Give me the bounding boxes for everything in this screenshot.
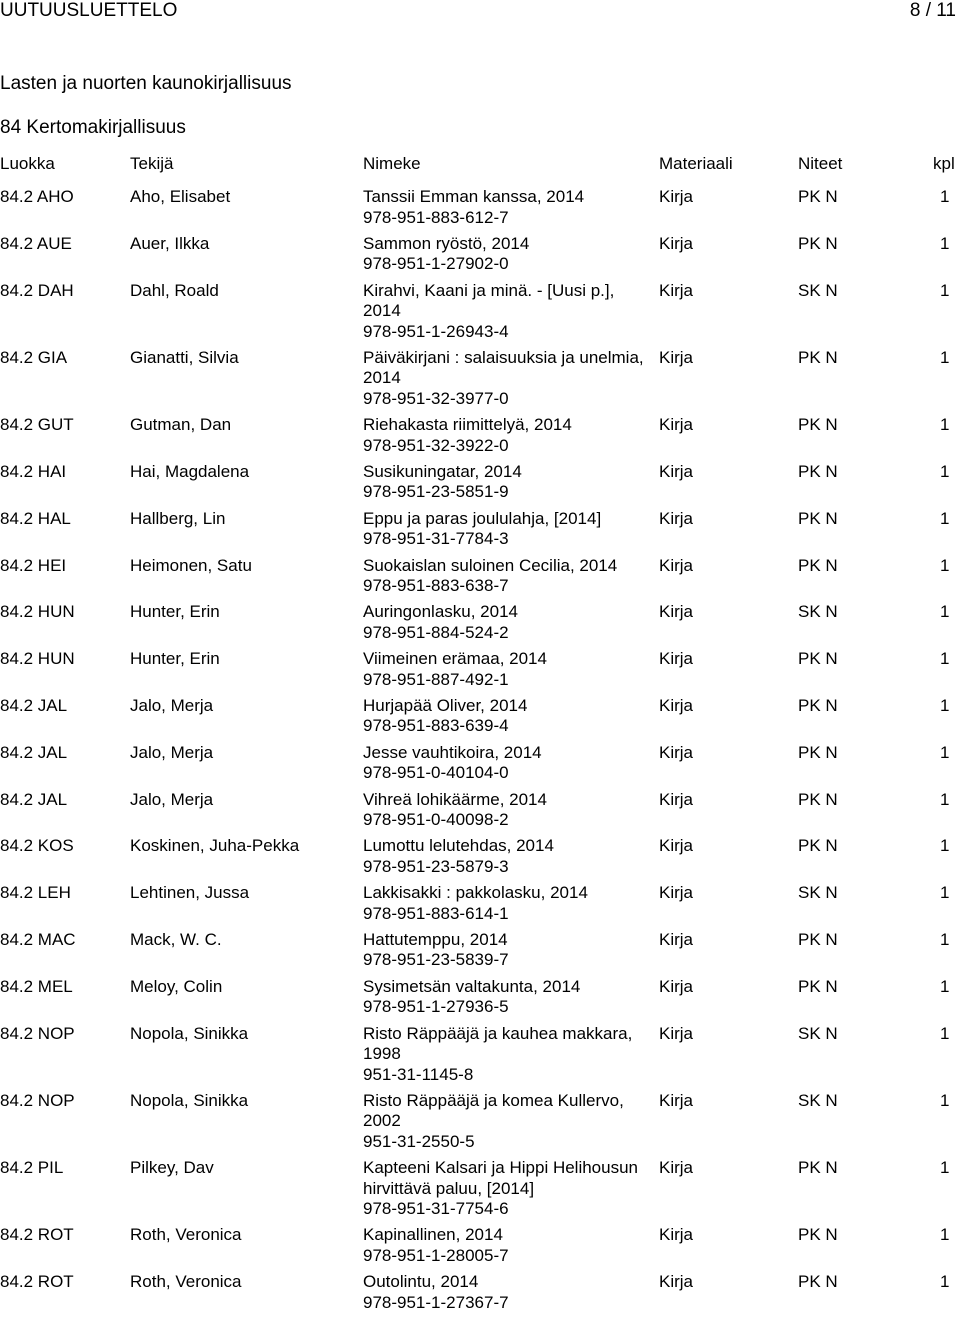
row-niteet: PK N <box>798 1158 838 1178</box>
row-luokka: 84.2 GIA <box>0 347 68 367</box>
row-tekija: Jalo, Merja <box>130 789 214 809</box>
row-isbn: 978-951-884-524-2 <box>363 622 509 642</box>
row-kpl: 1 <box>940 602 950 622</box>
row-luokka: 84.2 HUN <box>0 602 75 622</box>
row-niteet: PK N <box>798 347 838 367</box>
table-row <box>0 883 960 930</box>
row-isbn: 978-951-1-26943-4 <box>363 321 509 341</box>
row-nimeke: Hattutemppu, 2014 <box>363 929 508 949</box>
row-tekija: Lehtinen, Jussa <box>130 883 250 903</box>
row-isbn: 951-31-1145-8 <box>363 1064 474 1084</box>
row-nimeke-cell <box>363 187 655 228</box>
row-niteet: PK N <box>798 508 838 528</box>
row-luokka: 84.2 NOP <box>0 1023 75 1043</box>
row-isbn: 951-31-2550-5 <box>363 1131 475 1151</box>
row-kpl: 1 <box>940 555 950 575</box>
row-nimeke: Susikuningatar, 2014 <box>363 461 522 481</box>
row-tekija: Auer, Ilkka <box>130 233 210 253</box>
row-nimeke: Risto Räppääjä ja komea Kullervo, 2002 <box>363 1090 624 1131</box>
row-nimeke-cell <box>363 790 655 831</box>
row-kpl: 1 <box>940 347 950 367</box>
row-tekija: Jalo, Merja <box>130 742 214 762</box>
row-kpl: 1 <box>940 976 950 996</box>
row-isbn: 978-951-883-639-4 <box>363 716 509 736</box>
row-luokka: 84.2 JAL <box>0 695 68 715</box>
row-tekija: Nopola, Sinikka <box>130 1023 249 1043</box>
row-tekija: Gutman, Dan <box>130 415 232 435</box>
row-nimeke: Suokaislan suloinen Cecilia, 2014 <box>363 555 618 575</box>
row-isbn: 978-951-883-612-7 <box>363 207 509 227</box>
row-luokka: 84.2 HAL <box>0 508 71 528</box>
row-luokka: 84.2 HUN <box>0 649 75 669</box>
row-isbn: 978-951-23-5851-9 <box>363 482 509 502</box>
row-luokka: 84.2 HAI <box>0 461 67 481</box>
row-materiaali: Kirja <box>659 602 694 622</box>
row-luokka: 84.2 MEL <box>0 976 73 996</box>
row-nimeke-cell <box>363 509 655 550</box>
row-kpl: 1 <box>940 187 950 206</box>
row-materiaali: Kirja <box>659 1272 694 1292</box>
row-nimeke: Eppu ja paras joululahja, [2014] <box>363 508 602 528</box>
row-materiaali: Kirja <box>659 233 694 253</box>
row-nimeke-cell <box>363 883 655 924</box>
table-row <box>0 281 960 348</box>
row-materiaali: Kirja <box>659 1225 694 1245</box>
row-kpl: 1 <box>940 649 950 669</box>
table-row <box>0 790 960 837</box>
row-isbn: 978-951-23-5839-7 <box>363 950 509 970</box>
row-tekija: Roth, Veronica <box>130 1225 242 1245</box>
row-isbn: 978-951-31-7784-3 <box>363 529 509 549</box>
row-materiaali: Kirja <box>659 789 694 809</box>
row-nimeke-cell <box>363 1272 655 1313</box>
row-tekija: Nopola, Sinikka <box>130 1090 249 1110</box>
row-materiaali: Kirja <box>659 461 694 481</box>
row-nimeke-cell <box>363 836 655 877</box>
row-luokka: 84.2 JAL <box>0 789 68 809</box>
row-nimeke: Outolintu, 2014 <box>363 1272 479 1292</box>
table-row <box>0 977 960 1024</box>
row-niteet: PK N <box>798 789 838 809</box>
section-title: Lasten ja nuorten kaunokirjallisuus <box>0 73 292 94</box>
page-header <box>0 0 960 22</box>
row-kpl: 1 <box>940 836 950 856</box>
table-row <box>0 696 960 743</box>
row-nimeke: Tanssii Emman kanssa, 2014 <box>363 187 585 206</box>
row-tekija: Pilkey, Dav <box>130 1158 214 1178</box>
row-nimeke: Sammon ryöstö, 2014 <box>363 233 530 253</box>
column-header-niteet: Niteet <box>798 154 843 173</box>
row-nimeke: Viimeinen erämaa, 2014 <box>363 649 547 669</box>
row-luokka: 84.2 DAH <box>0 280 74 300</box>
row-kpl: 1 <box>940 883 950 903</box>
row-luokka: 84.2 ROT <box>0 1225 74 1245</box>
row-materiaali: Kirja <box>659 1158 694 1178</box>
row-tekija: Koskinen, Juha-Pekka <box>130 836 300 856</box>
row-nimeke-cell <box>363 1158 655 1220</box>
table-row <box>0 743 960 790</box>
row-materiaali: Kirja <box>659 508 694 528</box>
row-nimeke-cell <box>363 649 655 690</box>
row-nimeke-cell <box>363 556 655 597</box>
row-niteet: PK N <box>798 555 838 575</box>
row-nimeke-cell <box>363 977 655 1018</box>
table-row <box>0 556 960 603</box>
row-tekija: Hallberg, Lin <box>130 508 226 528</box>
table-row <box>0 836 960 883</box>
row-luokka: 84.2 JAL <box>0 742 68 762</box>
row-isbn: 978-951-883-638-7 <box>363 576 509 596</box>
page-number: 8 / 11 <box>909 0 956 21</box>
row-nimeke-cell <box>363 348 655 410</box>
table-row <box>0 187 960 234</box>
row-nimeke-cell <box>363 602 655 643</box>
row-luokka: 84.2 HEI <box>0 555 67 575</box>
row-niteet: SK N <box>798 280 838 300</box>
table-row <box>0 602 960 649</box>
row-materiaali: Kirja <box>659 976 694 996</box>
row-nimeke-cell <box>363 1225 655 1266</box>
row-luokka: 84.2 MAC <box>0 929 76 949</box>
row-tekija: Dahl, Roald <box>130 280 219 300</box>
row-luokka: 84.2 AHO <box>0 187 74 206</box>
row-tekija: Roth, Veronica <box>130 1272 242 1292</box>
row-nimeke-cell <box>363 281 655 343</box>
table-row <box>0 1158 960 1225</box>
row-kpl: 1 <box>940 508 950 528</box>
row-isbn: 978-951-31-7754-6 <box>363 1199 509 1219</box>
row-nimeke: Vihreä lohikäärme, 2014 <box>363 789 547 809</box>
row-materiaali: Kirja <box>659 649 694 669</box>
row-nimeke: Riehakasta riimittelyä, 2014 <box>363 415 572 435</box>
table-row <box>0 509 960 556</box>
row-luokka: 84.2 AUE <box>0 233 72 253</box>
row-materiaali: Kirja <box>659 280 694 300</box>
row-kpl: 1 <box>940 929 950 949</box>
table-row <box>0 1272 960 1319</box>
row-niteet: PK N <box>798 233 838 253</box>
row-materiaali: Kirja <box>659 883 694 903</box>
table-row <box>0 1225 960 1272</box>
row-luokka: 84.2 LEH <box>0 883 71 903</box>
row-kpl: 1 <box>940 415 950 435</box>
row-materiaali: Kirja <box>659 929 694 949</box>
row-nimeke-cell <box>363 696 655 737</box>
row-niteet: PK N <box>798 649 838 669</box>
row-tekija: Heimonen, Satu <box>130 555 252 575</box>
row-niteet: SK N <box>798 883 838 903</box>
row-materiaali: Kirja <box>659 555 694 575</box>
column-header-materiaali: Materiaali <box>659 154 733 173</box>
row-nimeke: Sysimetsän valtakunta, 2014 <box>363 976 581 996</box>
row-tekija: Hunter, Erin <box>130 602 220 622</box>
row-kpl: 1 <box>940 461 950 481</box>
row-niteet: PK N <box>798 742 838 762</box>
row-luokka: 84.2 NOP <box>0 1090 75 1110</box>
row-nimeke: Kapteeni Kalsari ja Hippi Helihousun hirvittävä paluu, [2014] <box>363 1158 638 1198</box>
row-niteet: SK N <box>798 602 838 622</box>
row-materiaali: Kirja <box>659 1023 694 1043</box>
document-title: UUTUUSLUETTELO <box>0 0 178 21</box>
table-row <box>0 348 960 415</box>
row-niteet: SK N <box>798 1090 838 1110</box>
table-row <box>0 1024 960 1091</box>
row-niteet: PK N <box>798 1272 838 1292</box>
table-row <box>0 415 960 462</box>
row-nimeke: Kirahvi, Kaani ja minä. - [Uusi p.], 2014 <box>363 280 615 321</box>
table-row <box>0 649 960 696</box>
row-isbn: 978-951-1-27936-5 <box>363 997 509 1017</box>
row-materiaali: Kirja <box>659 742 694 762</box>
row-kpl: 1 <box>940 1272 950 1292</box>
row-nimeke-cell <box>363 462 655 503</box>
column-header-luokka: Luokka <box>0 154 55 173</box>
row-kpl: 1 <box>940 695 950 715</box>
row-luokka: 84.2 ROT <box>0 1272 74 1292</box>
row-niteet: PK N <box>798 976 838 996</box>
row-kpl: 1 <box>940 742 950 762</box>
row-tekija: Mack, W. C. <box>130 929 222 949</box>
table-header <box>0 154 960 174</box>
row-isbn: 978-951-0-40098-2 <box>363 810 509 830</box>
row-nimeke: Auringonlasku, 2014 <box>363 602 519 622</box>
column-header-tekija: Tekijä <box>130 154 174 173</box>
row-niteet: PK N <box>798 695 838 715</box>
row-materiaali: Kirja <box>659 836 694 856</box>
row-isbn: 978-951-1-27902-0 <box>363 254 509 274</box>
catalog-list <box>0 187 960 1319</box>
row-isbn: 978-951-1-28005-7 <box>363 1245 509 1265</box>
row-tekija: Hunter, Erin <box>130 649 220 669</box>
row-isbn: 978-951-23-5879-3 <box>363 856 509 876</box>
row-nimeke: Hurjapää Oliver, 2014 <box>363 695 528 715</box>
row-kpl: 1 <box>940 1023 950 1043</box>
row-nimeke: Lumottu lelutehdas, 2014 <box>363 836 554 856</box>
row-luokka: 84.2 GUT <box>0 415 74 435</box>
row-nimeke: Kapinallinen, 2014 <box>363 1225 503 1245</box>
row-kpl: 1 <box>940 1090 950 1110</box>
row-nimeke: Jesse vauhtikoira, 2014 <box>363 742 542 762</box>
row-isbn: 978-951-32-3977-0 <box>363 388 509 408</box>
column-header-kpl: kpl <box>933 154 955 173</box>
row-niteet: SK N <box>798 1023 838 1043</box>
table-row <box>0 462 960 509</box>
table-row <box>0 234 960 281</box>
row-isbn: 978-951-887-492-1 <box>363 669 509 689</box>
row-niteet: PK N <box>798 187 838 206</box>
row-nimeke-cell <box>363 234 655 275</box>
row-kpl: 1 <box>940 233 950 253</box>
row-isbn: 978-951-883-614-1 <box>363 903 509 923</box>
row-kpl: 1 <box>940 1158 950 1178</box>
row-materiaali: Kirja <box>659 695 694 715</box>
row-tekija: Meloy, Colin <box>130 976 223 996</box>
row-tekija: Gianatti, Silvia <box>130 347 239 367</box>
row-nimeke-cell <box>363 1024 655 1086</box>
row-nimeke: Lakkisakki : pakkolasku, 2014 <box>363 883 588 903</box>
row-luokka: 84.2 PIL <box>0 1158 64 1178</box>
row-isbn: 978-951-0-40104-0 <box>363 763 509 783</box>
table-row <box>0 1091 960 1158</box>
row-kpl: 1 <box>940 789 950 809</box>
row-tekija: Hai, Magdalena <box>130 461 250 481</box>
row-materiaali: Kirja <box>659 415 694 435</box>
subsection-title: 84 Kertomakirjallisuus <box>0 117 186 138</box>
column-header-nimeke: Nimeke <box>363 154 421 173</box>
row-nimeke-cell <box>363 930 655 971</box>
row-materiaali: Kirja <box>659 1090 694 1110</box>
row-tekija: Aho, Elisabet <box>130 187 231 206</box>
row-luokka: 84.2 KOS <box>0 836 74 856</box>
row-niteet: PK N <box>798 1225 838 1245</box>
row-materiaali: Kirja <box>659 187 694 206</box>
row-tekija: Jalo, Merja <box>130 695 214 715</box>
row-nimeke: Päiväkirjani : salaisuuksia ja unelmia, 2014 <box>363 347 644 388</box>
row-materiaali: Kirja <box>659 347 694 367</box>
row-niteet: PK N <box>798 461 838 481</box>
row-isbn: 978-951-32-3922-0 <box>363 435 509 455</box>
row-kpl: 1 <box>940 1225 950 1245</box>
row-isbn: 978-951-1-27367-7 <box>363 1292 509 1312</box>
row-niteet: PK N <box>798 415 838 435</box>
row-niteet: PK N <box>798 836 838 856</box>
row-nimeke-cell <box>363 743 655 784</box>
table-row <box>0 930 960 977</box>
row-nimeke-cell <box>363 1091 655 1153</box>
row-kpl: 1 <box>940 280 950 300</box>
row-nimeke-cell <box>363 415 655 456</box>
row-nimeke: Risto Räppääjä ja kauhea makkara, 1998 <box>363 1023 633 1064</box>
row-niteet: PK N <box>798 929 838 949</box>
